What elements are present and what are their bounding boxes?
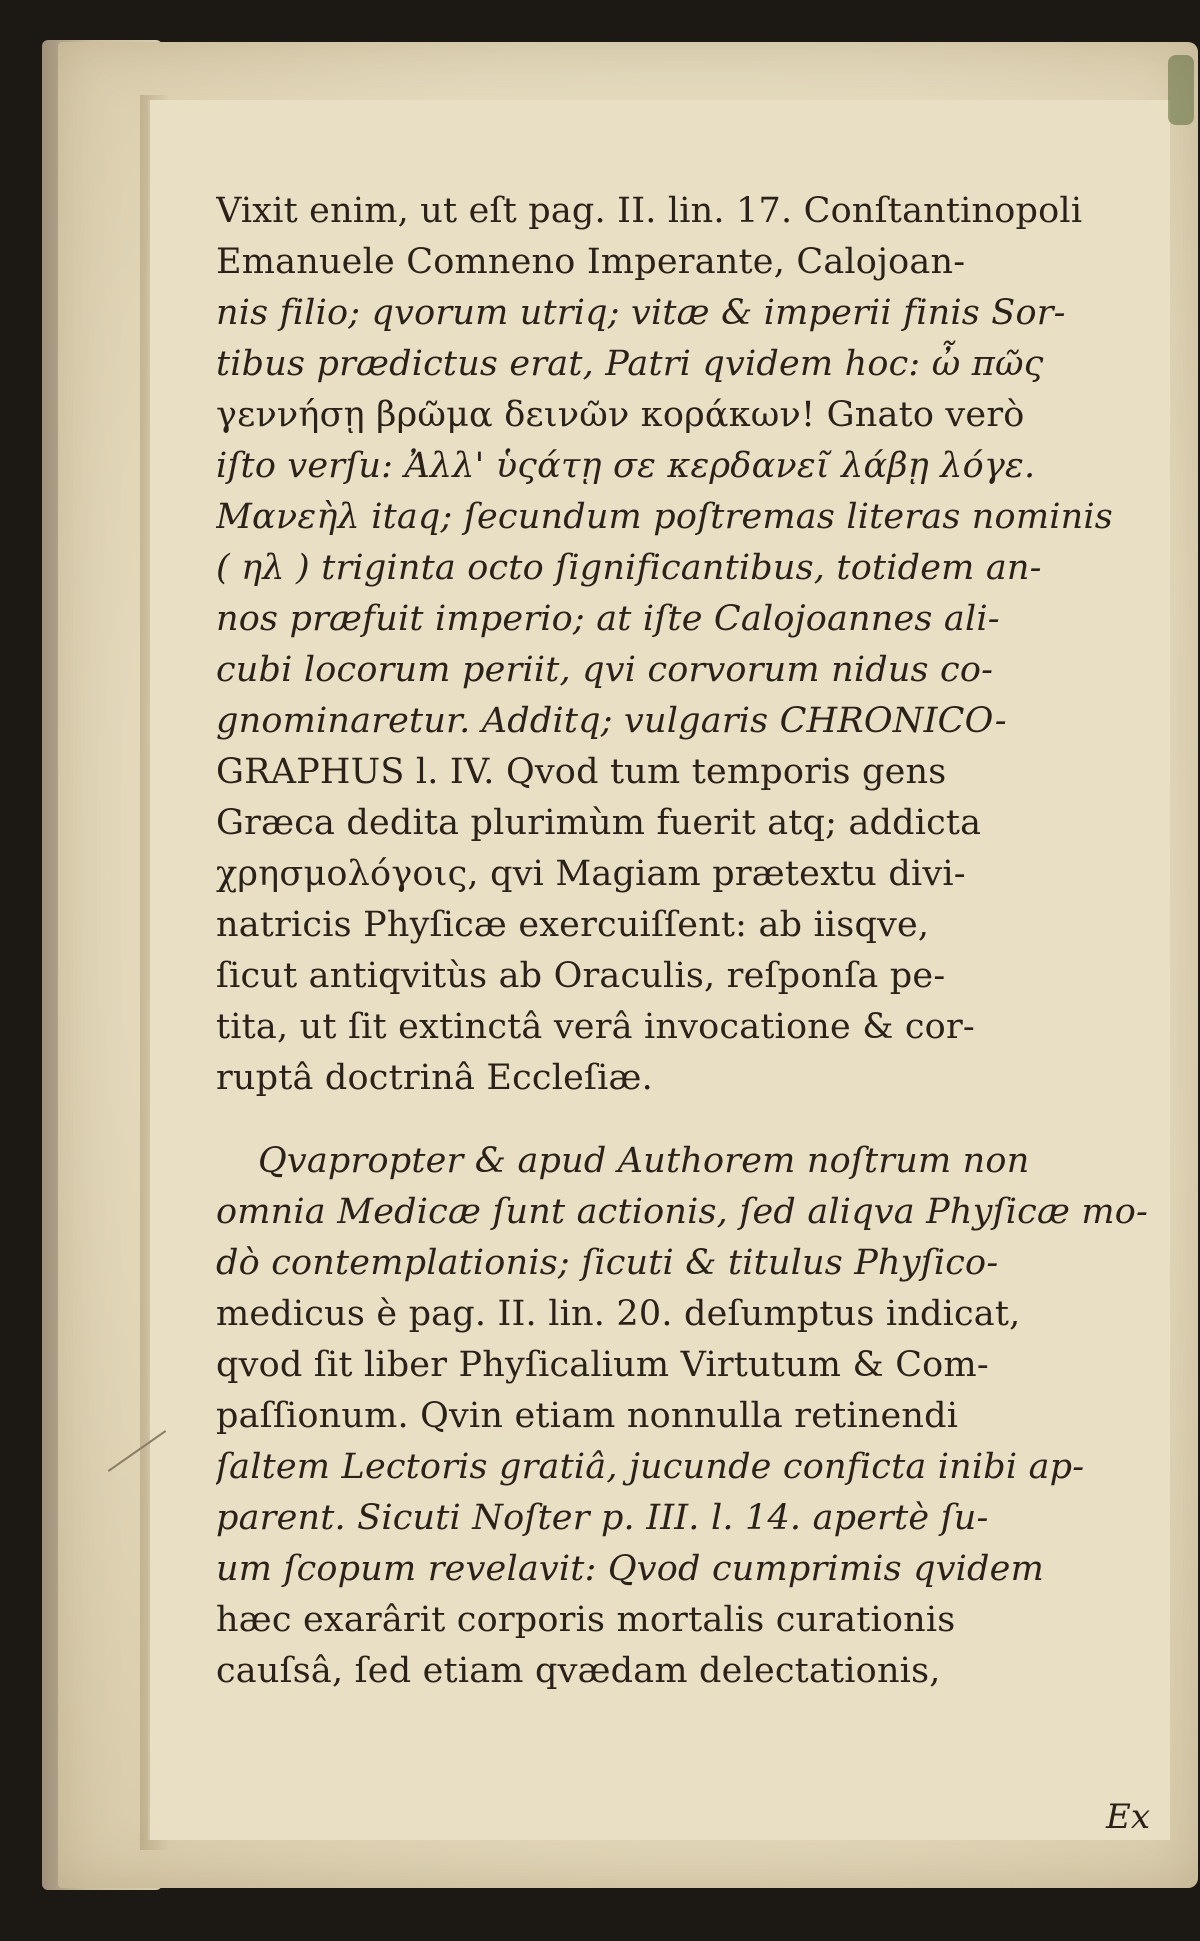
text-line: hæc exarârit corporis mortalis curationis xyxy=(216,1600,956,1640)
text-line: Vixit enim, ut eſt pag. II. lin. 17. Conſtantinopoli xyxy=(216,191,1083,231)
text-line: Emanuele Comneno Imperante, Calojoan- xyxy=(216,242,966,282)
text-line: paſſionum. Qvin etiam nonnulla retinendi xyxy=(216,1396,959,1436)
text-line: nis filio; qvorum utriq; vitæ & imperii finis Sor- xyxy=(216,293,1066,333)
text-line: χρησμολόγοις, qvi Magiam prætextu divi- xyxy=(216,854,966,894)
text-line: ſicut antiqvitùs ab Oraculis, reſponſa pe- xyxy=(216,956,946,996)
text-line: Μανεὴλ itaq; ſecundum poſtremas literas nominis xyxy=(216,497,1113,537)
text-line: ſaltem Lectoris gratiâ, jucunde conficta inibi ap- xyxy=(216,1447,1085,1487)
text-line: tita, ut ſit extinctâ verâ invocatione & cor- xyxy=(216,1007,975,1047)
text-line: natricis Phyſicæ exercuiſſent: ab iisqve, xyxy=(216,905,930,945)
text-line: ruptâ doctrinâ Eccleſiæ. xyxy=(216,1058,653,1098)
paragraph-start-line: Qvapropter & apud Authorem noſtrum non xyxy=(258,1141,1030,1181)
text-line: γεννήσῃ βρῶμα δεινῶν κοράκων! Gnato verò xyxy=(216,395,1025,435)
text-line: iſto verſu: Ἀλλ' ὑςάτῃ σε κερδανεῖ λάβῃ λόγε. xyxy=(216,446,1036,486)
text-line: qvod ſit liber Phyſicalium Virtutum & Com- xyxy=(216,1345,989,1385)
text-line: parent. Sicuti Noſter p. III. l. 14. apertè ſu- xyxy=(216,1498,989,1538)
text-line: nos præfuit imperio; at iſte Calojoannes ali- xyxy=(216,599,1000,639)
text-line: GRAPHUS l. IV. Qvod tum temporis gens xyxy=(216,752,947,792)
catchword: Ex xyxy=(1106,1797,1150,1837)
text-line: ( ηλ ) triginta octo ſignificantibus, totidem an- xyxy=(216,548,1042,588)
text-line: gnominaretur. Additq; vulgaris CHRONICO- xyxy=(216,701,1007,741)
text-line: dò contemplationis; ſicuti & titulus Phyſico- xyxy=(216,1243,999,1283)
text-line: medicus è pag. II. lin. 20. deſumptus indicat, xyxy=(216,1294,1021,1334)
text-line: Græca dedita plurimùm fuerit atq; addicta xyxy=(216,803,982,843)
body-text xyxy=(216,186,1156,1697)
text-line: cauſsâ, ſed etiam qvædam delectationis, xyxy=(216,1651,941,1691)
text-line: tibus prædictus erat, Patri qvidem hoc: ὦ πῶς xyxy=(216,344,1044,384)
text-line: um ſcopum revelavit: Qvod cumprimis qvidem xyxy=(216,1549,1044,1589)
corner-stain xyxy=(1168,55,1194,125)
text-line: omnia Medicæ ſunt actionis, ſed aliqva Phyſicæ mo- xyxy=(216,1192,1149,1232)
text-line: cubi locorum periit, qvi corvorum nidus co- xyxy=(216,650,994,690)
